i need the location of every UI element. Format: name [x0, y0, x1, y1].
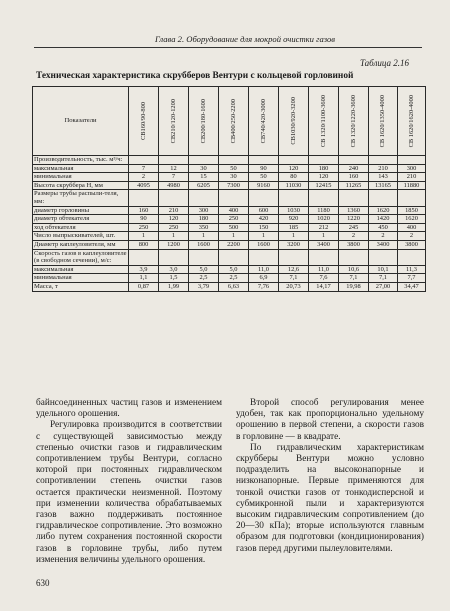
- row-label: минимальная: [33, 274, 129, 283]
- column-header-label: СВ 1620/1620-4000: [407, 94, 415, 148]
- column-header: [159, 87, 189, 156]
- table-cell: [398, 156, 426, 165]
- table-cell: [279, 190, 309, 206]
- table-cell: 7300: [219, 181, 249, 190]
- table-cell: 1,1: [129, 274, 159, 283]
- paragraph: По гидравлическим характеристикам скрубберы Вентури можно условно подразделить на высоконапорные и низконапорные. Первые применяются для тонкой очистки газов от тонкодисперсной и субмикронной пыли и характеризуются высоким гидравлическим сопротивлением (до 20—30 кПа); вторые используются главным образом для подготовки (кондиционирования) газов перед другими пылеуловителями.: [236, 442, 424, 554]
- table-cell: 210: [159, 206, 189, 215]
- table-cell: 350: [189, 223, 219, 232]
- table-cell: 160: [129, 206, 159, 215]
- column-header: [189, 87, 219, 156]
- table-cell: 3800: [339, 240, 369, 249]
- table-cell: 1600: [189, 240, 219, 249]
- paragraph: Второй способ регулирования менее удобен, так как пропорционально удельному орошению в первой степени, а скорости газов в горловине — в квадрате.: [236, 398, 424, 442]
- table-cell: 1,99: [159, 282, 189, 291]
- table-cell: [398, 190, 426, 206]
- column-header-label: СВ 1620/1350-4000: [379, 94, 387, 148]
- table-cell: 90: [249, 164, 279, 173]
- column-header: [279, 87, 309, 156]
- table-cell: 212: [309, 223, 339, 232]
- table-cell: 7,76: [249, 282, 279, 291]
- paragraph: Регулировка производится в соответствии с существующей зависимостью между степенью очистки газов и гидравлическим сопротивлением трубы Вентури, согласно которой при постоянных гидравлическом сопротивлении степень очистки газов остается практически неизменной. Поэтому при изменении количества обрабатываемых газов важно поддерживать постоянное гидравлическое сопротивление. Это возможно либо путем сохранения постоянной скорости газов в горловине трубы, либо путем изменения величины удельного орошения.: [36, 420, 222, 565]
- column-header: [339, 87, 369, 156]
- row-label: максимальная: [33, 164, 129, 173]
- table-cell: 15: [189, 173, 219, 182]
- table-cell: 7,1: [339, 274, 369, 283]
- row-label: диаметр горловины: [33, 206, 129, 215]
- table-cell: 5,0: [189, 265, 219, 274]
- row-label: Производительность, тыс. м³/ч:: [33, 156, 129, 165]
- table-row: [33, 240, 426, 249]
- table-cell: 2,5: [189, 274, 219, 283]
- table-cell: [249, 190, 279, 206]
- row-label: максимальная: [33, 265, 129, 274]
- table-cell: 6205: [189, 181, 219, 190]
- row-label: Диаметр каплеуловителя, мм: [33, 240, 129, 249]
- table-cell: 1360: [339, 206, 369, 215]
- table-cell: 13165: [369, 181, 398, 190]
- column-header-label: СВ 1320/1220-3600: [349, 94, 357, 148]
- table-cell: 1: [189, 232, 219, 241]
- table-cell: [189, 156, 219, 165]
- table-cell: 180: [189, 215, 219, 224]
- spec-table-body: [33, 156, 426, 292]
- table-cell: 250: [129, 223, 159, 232]
- table-cell: 1: [219, 232, 249, 241]
- table-cell: [219, 156, 249, 165]
- table-cell: 2: [369, 232, 398, 241]
- table-cell: 12415: [309, 181, 339, 190]
- table-cell: 7: [129, 164, 159, 173]
- table-cell: 400: [219, 206, 249, 215]
- table-cell: 4980: [159, 181, 189, 190]
- column-header-label: СВ 1320/1100-3600: [319, 94, 327, 148]
- table-cell: [339, 190, 369, 206]
- running-head: Глава 2. Оборудование для мокрой очистки газов: [154, 34, 336, 44]
- table-cell: 160: [339, 173, 369, 182]
- column-header-label: СВ210/120-1200: [169, 98, 177, 144]
- table-cell: 30: [189, 164, 219, 173]
- table-cell: [279, 249, 309, 265]
- table-cell: 800: [129, 240, 159, 249]
- table-row: [33, 249, 426, 265]
- table-cell: 11880: [398, 181, 426, 190]
- table-cell: 12: [159, 164, 189, 173]
- table-cell: 1620: [398, 215, 426, 224]
- spec-table: [32, 86, 426, 292]
- table-cell: [219, 249, 249, 265]
- table-cell: 9160: [249, 181, 279, 190]
- table-cell: 250: [219, 215, 249, 224]
- column-header: [249, 87, 279, 156]
- table-cell: [249, 249, 279, 265]
- table-cell: 34,47: [398, 282, 426, 291]
- table-cell: 50: [219, 164, 249, 173]
- table-cell: [219, 190, 249, 206]
- table-cell: [369, 156, 398, 165]
- table-cell: [398, 249, 426, 265]
- table-cell: 1220: [339, 215, 369, 224]
- table-cell: 210: [369, 164, 398, 173]
- table-cell: 1030: [279, 206, 309, 215]
- table-cell: 7,6: [309, 274, 339, 283]
- table-cell: 6,9: [249, 274, 279, 283]
- table-cell: 300: [398, 164, 426, 173]
- table-row: [33, 164, 426, 173]
- table-cell: 245: [339, 223, 369, 232]
- table-cell: 3800: [398, 240, 426, 249]
- table-row: [33, 265, 426, 274]
- table-cell: 2: [129, 173, 159, 182]
- row-label: ход обтекателя: [33, 223, 129, 232]
- table-cell: [369, 249, 398, 265]
- table-cell: 600: [249, 206, 279, 215]
- table-row: [33, 223, 426, 232]
- table-cell: 1: [159, 232, 189, 241]
- table-cell: [249, 156, 279, 165]
- table-cell: [159, 249, 189, 265]
- table-cell: 3400: [309, 240, 339, 249]
- table-row: [33, 156, 426, 165]
- table-cell: 11,0: [249, 265, 279, 274]
- table-cell: 11265: [339, 181, 369, 190]
- table-cell: 0,87: [129, 282, 159, 291]
- table-cell: 180: [309, 164, 339, 173]
- table-cell: 14,17: [309, 282, 339, 291]
- row-label: Скорость газов в каплеуловителе (в свободном сечении), м/с:: [34, 249, 127, 265]
- row-label: диаметр обтекателя: [33, 215, 129, 224]
- table-cell: 1: [129, 232, 159, 241]
- paragraph: байнсоединенных частиц газов и изменением удельного орошения.: [36, 398, 222, 420]
- table-cell: 1850: [398, 206, 426, 215]
- table-cell: 300: [189, 206, 219, 215]
- table-cell: [279, 156, 309, 165]
- table-cell: 1,5: [159, 274, 189, 283]
- table-cell: 120: [159, 215, 189, 224]
- table-cell: 2: [398, 232, 426, 241]
- table-cell: [339, 156, 369, 165]
- right-text-column: [236, 398, 424, 555]
- table-cell: 10,1: [369, 265, 398, 274]
- table-cell: 19,98: [339, 282, 369, 291]
- table-cell: 143: [369, 173, 398, 182]
- table-cell: [309, 249, 339, 265]
- table-cell: 3,0: [159, 265, 189, 274]
- table-cell: [159, 156, 189, 165]
- table-cell: 3,79: [189, 282, 219, 291]
- row-label: минимальная: [33, 173, 129, 182]
- table-label: Таблица 2.16: [360, 58, 410, 68]
- table-row: [33, 274, 426, 283]
- column-header: [398, 87, 426, 156]
- table-cell: 10,6: [339, 265, 369, 274]
- table-cell: 2,5: [219, 274, 249, 283]
- table-cell: [369, 190, 398, 206]
- table-cell: [159, 190, 189, 206]
- table-cell: 185: [279, 223, 309, 232]
- row-label: Число выпрыскивателей, шт.: [33, 232, 129, 241]
- table-row: [33, 206, 426, 215]
- table-cell: 1180: [309, 206, 339, 215]
- table-cell: 210: [398, 173, 426, 182]
- column-header: [129, 87, 159, 156]
- table-cell: 1: [309, 232, 339, 241]
- table-cell: [129, 249, 159, 265]
- row-label: Высота скруббера Н, мм: [33, 181, 129, 190]
- row-label: Размеры трубы распыли-теля, мм:: [33, 190, 129, 206]
- page-number: 630: [36, 578, 50, 588]
- column-header-label: СВ1030/920-3200: [289, 97, 297, 145]
- column-header: [309, 87, 339, 156]
- column-header-label: СВ200/180-1600: [199, 98, 207, 144]
- table-cell: 3,9: [129, 265, 159, 274]
- table-cell: 1: [249, 232, 279, 241]
- table-cell: 7,7: [398, 274, 426, 283]
- table-cell: 2200: [219, 240, 249, 249]
- column-header-label: СВ160/90-800: [139, 102, 147, 140]
- header-rule: [34, 47, 422, 48]
- table-cell: 6,63: [219, 282, 249, 291]
- table-cell: 1020: [309, 215, 339, 224]
- parameter-header: Показатели: [33, 87, 129, 156]
- table-cell: 11,3: [398, 265, 426, 274]
- left-text-column: [36, 398, 222, 566]
- table-cell: 7,1: [369, 274, 398, 283]
- table-cell: 120: [279, 164, 309, 173]
- table-cell: 3200: [279, 240, 309, 249]
- table-cell: 400: [398, 223, 426, 232]
- table-cell: 7,1: [279, 274, 309, 283]
- table-cell: [189, 249, 219, 265]
- table-cell: 30: [219, 173, 249, 182]
- table-row: [33, 282, 426, 291]
- table-row: [33, 232, 426, 241]
- table-cell: 150: [249, 223, 279, 232]
- table-cell: [309, 156, 339, 165]
- table-cell: 120: [309, 173, 339, 182]
- table-cell: 420: [249, 215, 279, 224]
- table-row: [33, 181, 426, 190]
- table-cell: [189, 190, 219, 206]
- table-cell: 240: [339, 164, 369, 173]
- column-header-label: СВ400/250-2200: [229, 98, 237, 144]
- table-cell: 27,00: [369, 282, 398, 291]
- column-header-label: СВ740/420-3000: [259, 98, 267, 144]
- table-cell: 90: [129, 215, 159, 224]
- table-cell: 1: [279, 232, 309, 241]
- table-cell: 2: [339, 232, 369, 241]
- table-cell: 1200: [159, 240, 189, 249]
- column-header: [219, 87, 249, 156]
- table-cell: 3400: [369, 240, 398, 249]
- table-row: [33, 190, 426, 206]
- table-cell: 920: [279, 215, 309, 224]
- table-cell: 80: [279, 173, 309, 182]
- table-cell: [339, 249, 369, 265]
- table-cell: 4095: [129, 181, 159, 190]
- table-cell: 50: [249, 173, 279, 182]
- table-cell: 450: [369, 223, 398, 232]
- table-cell: 1420: [369, 215, 398, 224]
- table-cell: [129, 156, 159, 165]
- column-header: [369, 87, 398, 156]
- table-cell: 20,73: [279, 282, 309, 291]
- table-row: [33, 215, 426, 224]
- table-cell: 500: [219, 223, 249, 232]
- table-cell: 1600: [249, 240, 279, 249]
- table-cell: 11,0: [309, 265, 339, 274]
- table-cell: [129, 190, 159, 206]
- table-cell: 12,6: [279, 265, 309, 274]
- table-cell: 1620: [369, 206, 398, 215]
- table-cell: 11030: [279, 181, 309, 190]
- table-title: Техническая характеристика скрубберов Вентури с кольцевой горловиной: [36, 71, 354, 81]
- table-header-row: [33, 87, 426, 156]
- table-cell: 7: [159, 173, 189, 182]
- row-label: Масса, т: [33, 282, 129, 291]
- table-cell: [309, 190, 339, 206]
- table-row: [33, 173, 426, 182]
- table-cell: 5,0: [219, 265, 249, 274]
- table-cell: 250: [159, 223, 189, 232]
